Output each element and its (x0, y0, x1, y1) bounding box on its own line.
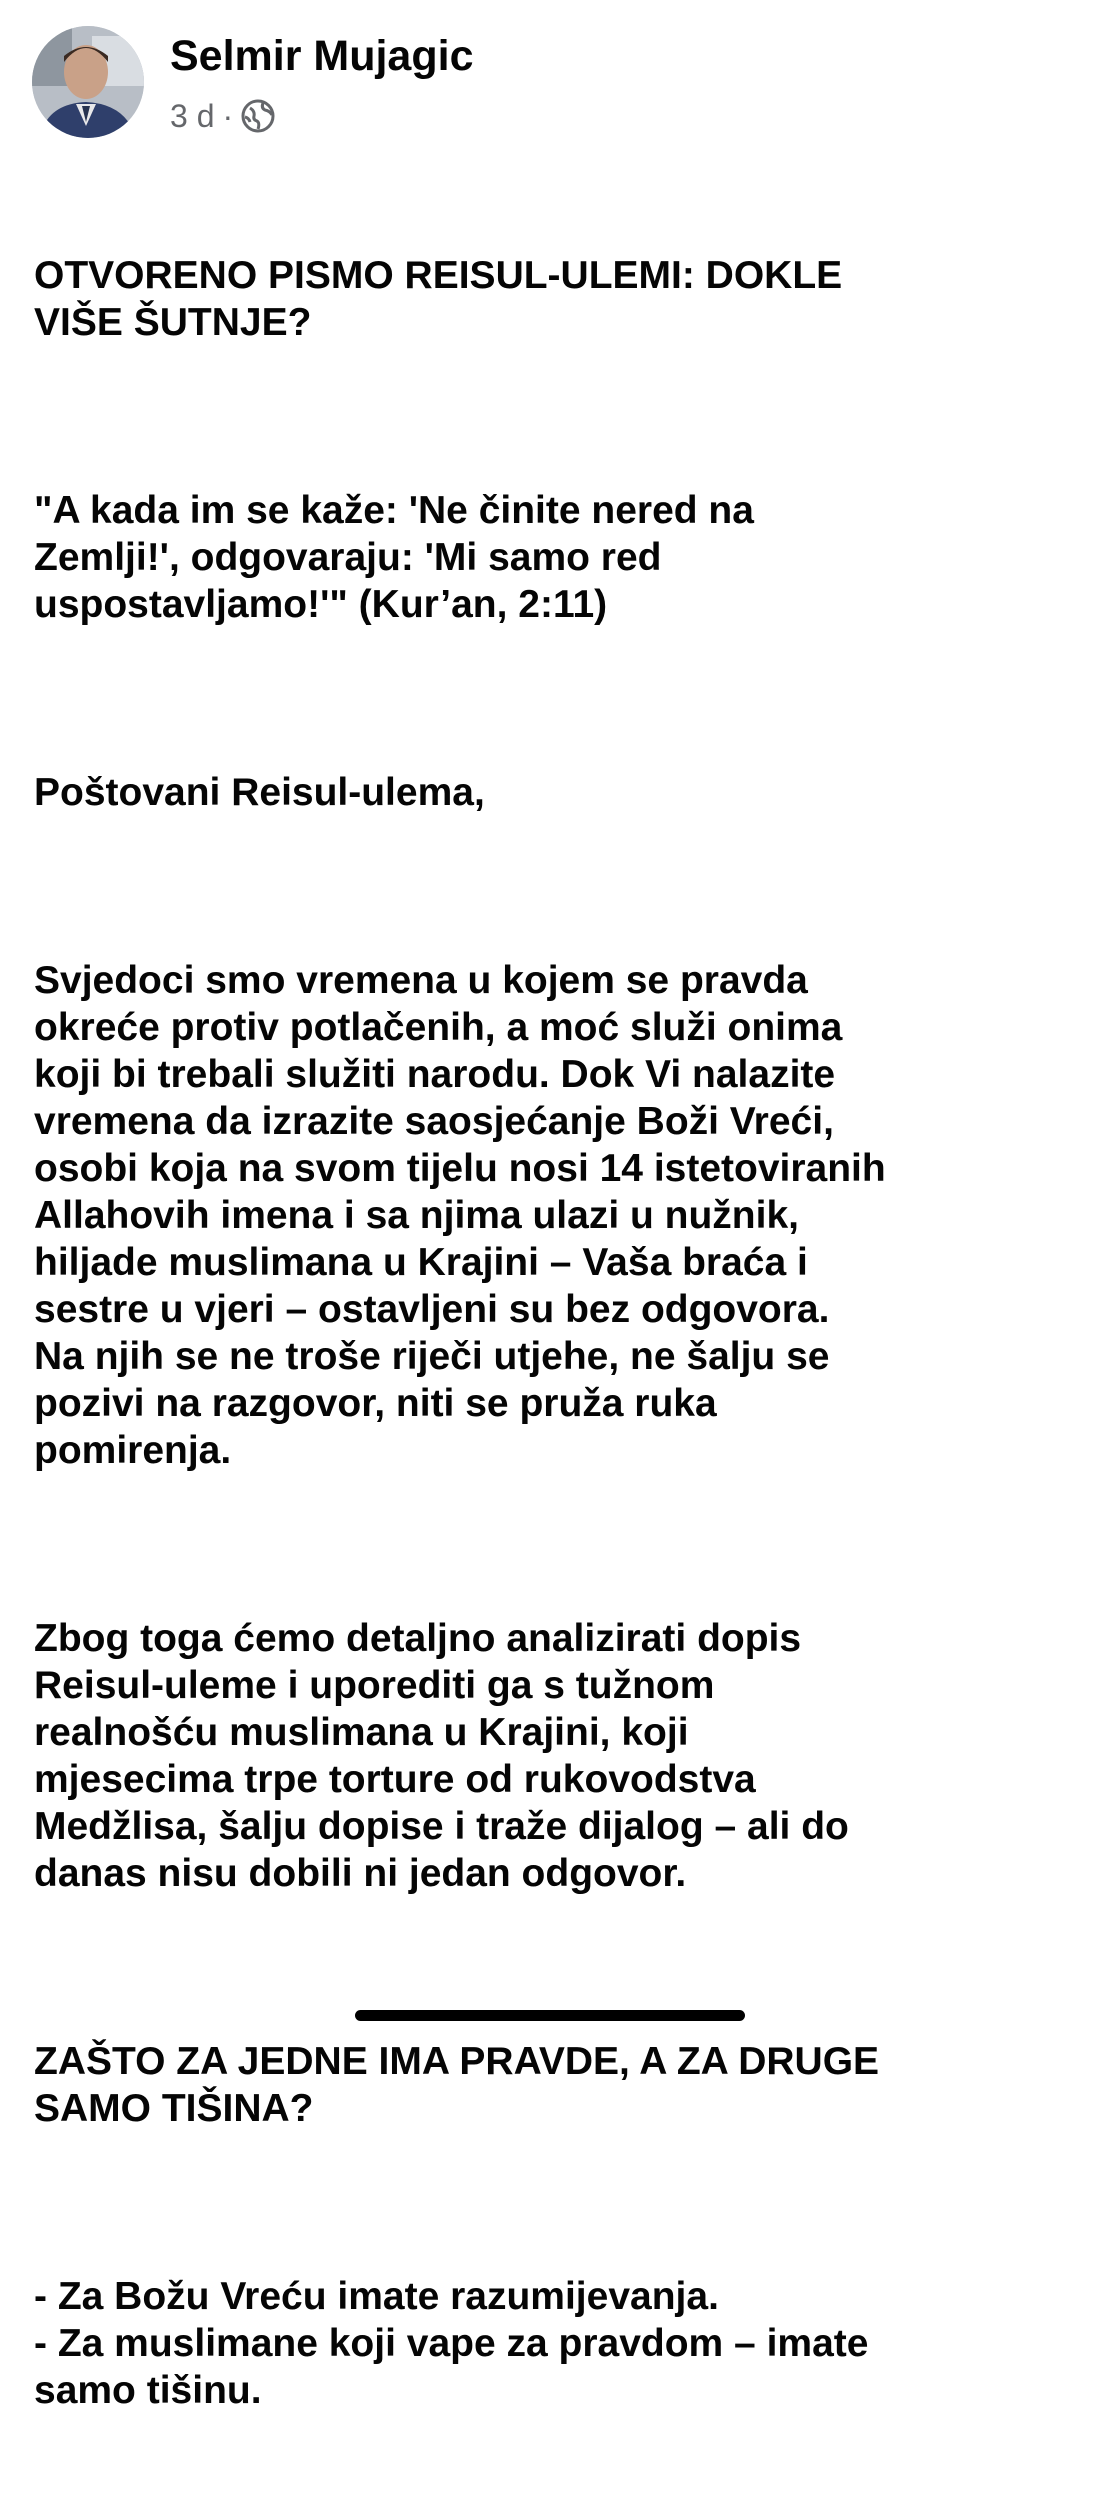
post-text (34, 158, 1074, 2508)
meta-separator: · (222, 97, 234, 134)
globe-icon (241, 99, 275, 133)
post-header (32, 24, 1062, 144)
home-indicator[interactable] (355, 2010, 745, 2021)
paragraph-2: Zbog toga ćemo detaljno analizirati dopis Reisul-uleme i uporediti ga s tužnom realnošću muslimana u Krajini, koji mjesecima trpe torture od rukovodstva Medžlisa, šalju dopise i traže dijalog – ali do danas nisu dobili ni jedan odgovor. (34, 1617, 849, 1895)
post-meta (170, 94, 275, 138)
avatar-photo-icon (32, 26, 144, 138)
section-heading: ZAŠTO ZA JEDNE IMA PRAVDE, A ZA DRUGE SAMO TIŠINA? (34, 2040, 880, 2130)
quran-quote: "A kada im se kaže: 'Ne činite nered na Zemlji!', odgovaraju: 'Mi samo red uspostavljamo!'" (Kur’an, 2:11) (34, 489, 754, 626)
paragraph-1: Svjedoci smo vremena u kojem se pravda okreće protiv potlačenih, a moć služi onima koji bi trebali služiti narodu. Dok Vi nalazite vremena da izrazite saosjećanje Boži Vreći, osobi koja na svom tijelu nosi 14 istetoviranih Allahovih imena i sa njima ulazi u nužnik, hiljade muslimana u Krajini – Vaša braća i sestre u vjeri – ostavljeni su bez odgovora. Na njih se ne troše riječi utjehe, ne šalju se pozivi na razgovor, niti se pruža ruka pomirenja. (34, 959, 886, 1472)
post-title: OTVORENO PISMO REISUL-ULEMI: DOKLE VIŠE ŠUTNJE? (34, 254, 843, 344)
avatar[interactable] (32, 26, 144, 138)
salutation: Poštovani Reisul-ulema, (34, 771, 485, 814)
post-time[interactable]: 3 d (170, 97, 215, 134)
author-name[interactable]: Selmir Mujagic (170, 32, 474, 80)
bullet-list: - Za Božu Vreću imate razumijevanja. - Za muslimane koji vape za pravdom – imate samo tišinu. (34, 2275, 869, 2412)
